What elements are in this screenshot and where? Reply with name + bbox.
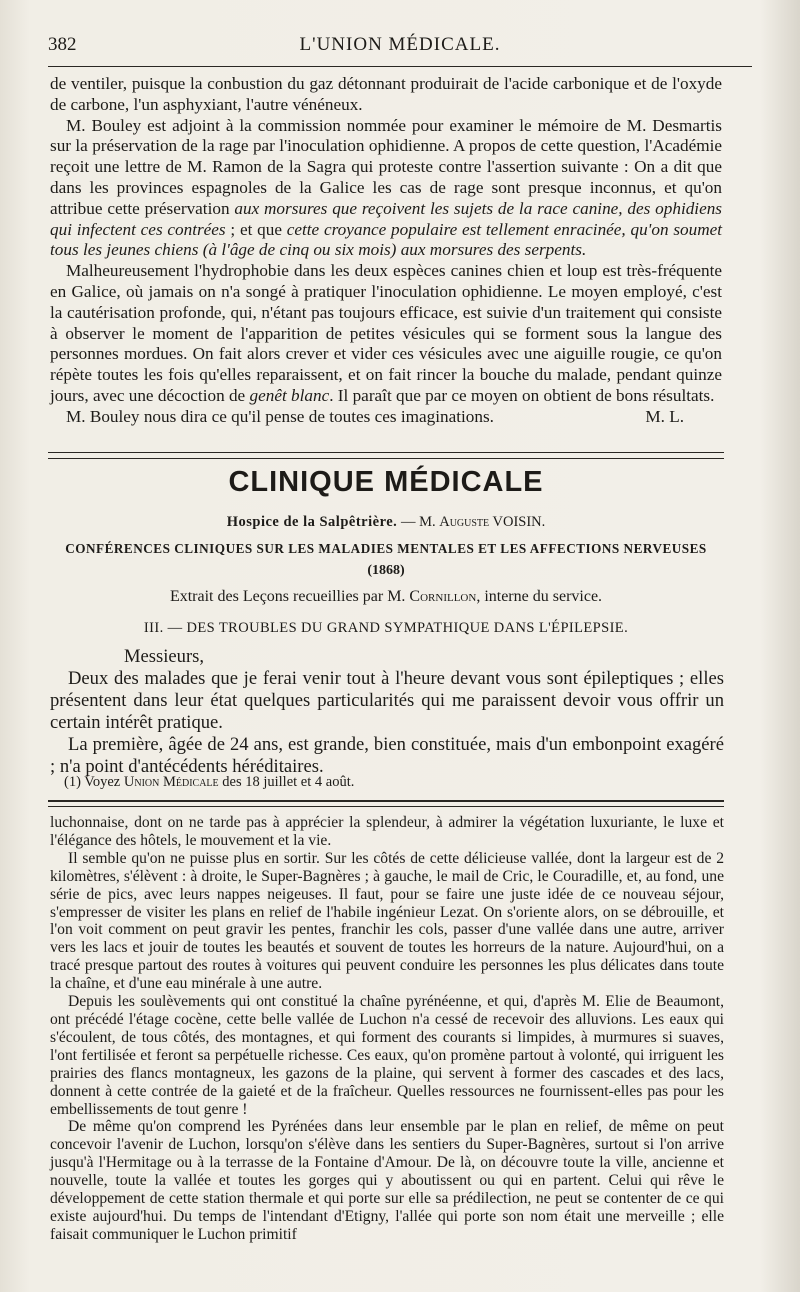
italic-term: genêt blanc <box>249 385 330 405</box>
extract-suffix: , interne du service. <box>476 588 603 605</box>
author-last-name: VOISIN. <box>492 514 546 530</box>
chapter-title: III. — DES TROUBLES DU GRAND SYMPATHIQUE DANS L'ÉPILEPSIE. <box>143 620 629 636</box>
lesson-text <box>50 646 724 778</box>
extract-line <box>0 588 772 606</box>
text-run: M. Bouley nous dira ce qu'il pense de toutes ces imaginations. <box>66 406 494 426</box>
journal-title: L'UNION MÉDICALE. <box>299 34 501 55</box>
footnote-suffix: des 18 juillet et 4 août. <box>218 774 355 790</box>
paragraph: Depuis les soulèvements qui ont constitué la chaîne pyrénéenne, et qui, d'après M. Elie de Beaumont, ont précédé l'étage cocène, cette belle vallée de Luchon n'a cessé de recevoir des alluvions. Les eaux qui s'écoulent, de tous côtés, des montagnes, et qui forment des courants si limpides, à murmures si suaves, l'ont fertilisée et feront sa perpétuelle richesse. Ces eaux, qu'on promène partout à volonté, qui irriguent les prairies des flancs montagneux, les gazons de la plaine, qui servent à former des cascades et des lacs, donnent à cette contrée de la gaieté et de la fraîcheur. Quelles ressources ne fournissent-elles pas pour les embellissements de tout genre ! <box>50 993 724 1118</box>
text-run: . Il paraît que par ce moyen on obtient de bons résultats. <box>329 385 715 405</box>
conference-year: (1868) <box>367 563 405 578</box>
hospital-name: Hospice de la Salpêtrière. <box>226 514 398 530</box>
author-prefix: — M. <box>400 514 436 530</box>
paragraph: La première, âgée de 24 ans, est grande, bien constituée, mais d'un embonpoint exagéré ; n'a point d'antécédents héréditaires. <box>50 734 724 777</box>
running-head <box>48 34 752 60</box>
paragraph: De même qu'on comprend les Pyrénées dans leur ensemble par le plan en relief, de même on peut concevoir l'avenir de Luchon, lorsqu'on s'élève dans les sentiers du Super-Bagnères, surtout si l'on arrive jusqu'à l'Hermitage ou à la terrasse de la Fontaine d'Amour. De là, on découvre toute la ville, ancienne et nouvelle, toute la vallée et toutes les gorges qui y aboutissent ou qui en partent. Celui qui rêve le développement de cette station thermale et qui porte sur elle sa prédilection, ne peut se contenter de ce qui existe aujourd'hui. Du temps de l'intendant d'Etigny, l'allée qui porte son nom était une merveille ; elle faisait communiquer le Luchon primitif <box>50 1118 724 1243</box>
conference-title: CONFÉRENCES CLINIQUES SUR LES MALADIES MENTALES ET LES AFFECTIONS NERVEUSES <box>65 541 707 556</box>
page-number: 382 <box>48 34 77 55</box>
section-heading: CLINIQUE MÉDICALE <box>228 466 544 498</box>
salutation: Messieurs, <box>124 646 205 667</box>
feuilleton-separator <box>48 800 724 807</box>
paragraph <box>50 407 722 428</box>
text-run: ; et que <box>225 219 287 239</box>
academy-report-column <box>50 74 722 428</box>
text-run: Malheureusement l'hydrophobie dans les deux espèces canines chien et loup est très-fréquente en Galice, où jamais on n'a songé à pratiquer l'inoculation ophidienne. Le moyen employé, c'est la cautérisation profonde, qui, n'étant pas toujours efficace, est suivie d'un traitement qui consiste à observer le moment de l'apparition de petites vésicules qui se forment sous la langue des personnes mordues. On fait alors crever et vider ces vésicules avec une aiguille rougie, ce qu'on répète toutes les fois qu'elles reparaissent, et on fait rincer la bouche du malade, pendant quinze jours, avec une décoction de <box>50 261 722 405</box>
footnote <box>64 774 354 791</box>
italic-quote: aux morsures que reçoivent les sujets de la race canine, des ophidiens qui infectent ces contrées <box>50 198 722 239</box>
paragraph: Deux des malades que je ferai venir tout à l'heure devant vous sont épileptiques ; elles présentent dans leur état quelques particularités qui me paraissent devoir vous offrir un certain intérêt pratique. <box>50 668 724 733</box>
signature: M. L. <box>645 406 684 426</box>
paragraph: luchonnaise, dont on ne tarde pas à apprécier la splendeur, à admirer la végétation luxuriante, le luxe et l'élégance des hôtels, le mouvement et la vie. <box>50 814 724 849</box>
italic-quote: cette croyance populaire est tellement enracinée, qu'on soumet tous les jeunes chiens (à l'âge de cinq ou six mois) aux morsures des serpents. <box>50 219 723 260</box>
intern-name: Cornillon <box>409 588 477 605</box>
paragraph <box>50 116 722 262</box>
paragraph <box>50 261 722 407</box>
extract-prefix: Extrait des Leçons recueillies par M. <box>169 588 406 605</box>
feuilleton-column <box>50 814 724 1244</box>
author-first-name: Auguste <box>439 514 490 530</box>
text-run: M. Bouley est adjoint à la commission nommée pour examiner le mémoire de M. Desmartis sur la préservation de la rage par l'inoculation ophidienne. A propos de cette question, l'Académie reçoit une lettre de M. Ramon de la Sagra qui proteste contre l'assertion suivante : On a dit que dans les provinces espagnoles de la Galice les cas de rage sont presque inconnus, et qu'on attribue cette préservation <box>50 115 722 218</box>
paragraph: Il semble qu'on ne puisse plus en sortir. Sur les côtés de cette délicieuse vallée, dont la largeur est de 2 kilomètres, s'élèvent : à droite, le Super-Bagnères ; à gauche, le mail de Cric, le Couradille, et, au fond, une série de pics, avec leurs nappes neigeuses. Il faut, pour se faire une juste idée de ce nouveau séjour, s'empresser de visiter les plans en relief de l'habile ingénieur Lezat. On s'oriente alors, on se débrouille, et l'on voit comment on peut gravir les pentes, franchir les cols, passer d'une vallée dans une autre, arriver vers les lacs et jouir de toutes les beautés et souvent de toutes les horreurs de la nature. Aujourd'hui, on a tracé presque partout des routes à voitures qui peuvent conduire les personnes les plus délicates dans toute la chaîne, et d'une eau minérale à une autre. <box>50 849 724 993</box>
footnote-journal: Union Médicale <box>123 774 219 790</box>
hospital-line <box>0 514 772 531</box>
footnote-prefix: (1) Voyez <box>64 774 121 790</box>
paragraph: de ventiler, puisque la conbustion du gaz détonnant produirait de l'acide carbonique et de l'oxyde de carbone, l'un asphyxiant, l'autre vénéneux. <box>50 74 722 114</box>
section-double-rule <box>48 452 724 459</box>
header-rule <box>48 66 752 67</box>
